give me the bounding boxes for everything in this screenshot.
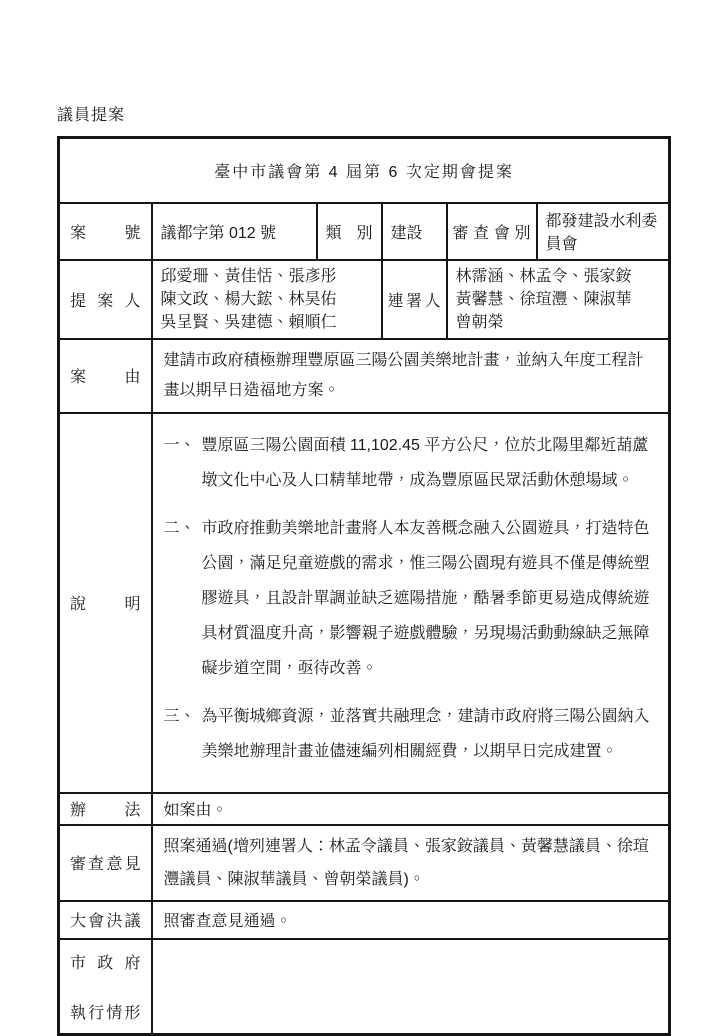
proposers-line: 陳文政、楊大鋐、林昊佑 bbox=[160, 290, 337, 308]
explanation-value bbox=[152, 413, 670, 793]
category-value: 建設 bbox=[382, 203, 447, 260]
execution-status-label-line: 市政府 bbox=[70, 954, 141, 972]
execution-status-label-line: 執行情形 bbox=[70, 1004, 141, 1022]
explanation-item bbox=[164, 511, 659, 686]
explanation-label: 說明 bbox=[59, 413, 152, 793]
cosigners-value bbox=[447, 260, 670, 339]
case-info-row bbox=[59, 203, 670, 260]
doc-type-label: 議員提案 bbox=[57, 107, 126, 124]
cosigners-label: 連署人 bbox=[382, 260, 447, 339]
method-value: 如案由。 bbox=[152, 793, 670, 825]
proposers-row bbox=[59, 260, 670, 339]
assembly-resolution-label: 大會決議 bbox=[59, 901, 152, 939]
explanation-item-marker: 三、 bbox=[163, 707, 196, 725]
review-opinion-value: 照案通過(增列連署人：林孟令議員、張家銨議員、黃馨慧議員、徐瑄灃議員、陳淑華議員、曾朝榮議員)。 bbox=[152, 825, 670, 901]
review-opinion-label: 審查意見 bbox=[59, 825, 152, 901]
subject-label: 案由 bbox=[59, 339, 152, 413]
review-committee-value: 都發建設水利委員會 bbox=[537, 203, 670, 260]
title-row bbox=[59, 138, 670, 203]
case-number-value: 議都字第 012 號 bbox=[152, 203, 317, 260]
explanation-item bbox=[164, 428, 659, 498]
page-title: 臺中市議會第 4 屆第 6 次定期會提案 bbox=[59, 138, 670, 203]
explanation-item-marker: 二、 bbox=[163, 519, 196, 537]
cosigners-line: 曾朝榮 bbox=[455, 313, 504, 331]
execution-status-label bbox=[59, 939, 152, 1035]
proposers-value bbox=[152, 260, 382, 339]
explanation-item-text: 豐原區三陽公園面積 11,102.45 平方公尺，位於北陽里鄰近葫蘆墩文化中心及人口精華地帶，成為豐原區民眾活動休憩場域。 bbox=[201, 436, 649, 489]
assembly-resolution-value: 照審查意見通過。 bbox=[152, 901, 670, 939]
proposers-line: 邱愛珊、黃佳恬、張彥彤 bbox=[160, 267, 337, 285]
proposers-line: 吳呈賢、吳建德、賴順仁 bbox=[160, 313, 337, 331]
cosigners-line: 黃馨慧、徐瑄灃、陳淑華 bbox=[455, 290, 632, 308]
explanation-item-text: 市政府推動美樂地計畫將人本友善概念融入公園遊具，打造特色公園，滿足兒童遊戲的需求，惟三陽公園現有遊具不僅是傳統塑膠遊具，且設計單調並缺乏遮陽措施，酷暑季節更易造成傳統遊具材質溫度升高，影響親子遊戲體驗，另現場活動動線缺乏無障礙步道空間，亟待改善。 bbox=[201, 519, 650, 677]
review-committee-label: 審查會別 bbox=[447, 203, 537, 260]
cosigners-line: 林霈涵、林孟令、張家銨 bbox=[455, 267, 632, 285]
explanation-item bbox=[164, 699, 659, 769]
explanation-item-text: 為平衡城鄉資源，並落實共融理念，建請市政府將三陽公園納入美樂地辦理計畫並儘速編列相關經費，以期早日完成建置。 bbox=[201, 707, 650, 760]
explanation-row bbox=[59, 413, 670, 793]
category-label: 類別 bbox=[317, 203, 382, 260]
method-label: 辦法 bbox=[59, 793, 152, 825]
subject-row bbox=[59, 339, 670, 413]
explanation-item-marker: 一、 bbox=[163, 436, 196, 454]
proposers-label: 提案人 bbox=[59, 260, 152, 339]
proposal-table bbox=[57, 136, 671, 1036]
resolution-row bbox=[59, 901, 670, 939]
subject-value: 建請市政府積極辦理豐原區三陽公園美樂地計畫，並納入年度工程計畫以期早日造福地方案。 bbox=[152, 339, 670, 413]
method-row bbox=[59, 793, 670, 825]
execution-status-value bbox=[152, 939, 670, 1035]
case-number-label: 案號 bbox=[59, 203, 152, 260]
review-opinion-row bbox=[59, 825, 670, 901]
execution-row bbox=[59, 939, 670, 1035]
